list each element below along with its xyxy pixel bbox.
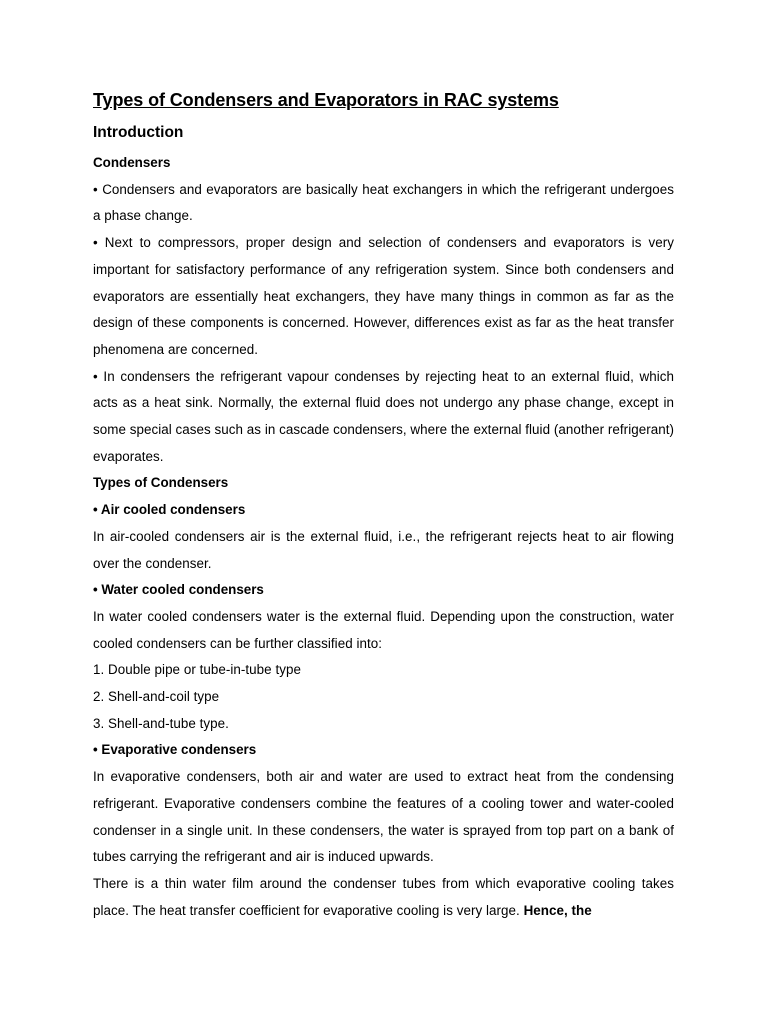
paragraph-1: • Condensers and evaporators are basically heat exchangers in which the refrigerant undergoes a phase change. (93, 181, 674, 224)
evaporative-text: In evaporative condensers, both air and water are used to extract heat from the condensing refrigerant. Evaporative condensers combine the features of a cooling tower and water-cooled condenser in a single unit. In these condensers, the water is sprayed from top part on a bank of tubes carrying the refrigerant and air is induced upwards. (93, 769, 674, 865)
air-cooled-text: In air-cooled condensers air is the external fluid, i.e., the refrigerant rejects heat to air flowing over the condenser. (93, 528, 674, 571)
paragraph-3: • In condensers the refrigerant vapour condenses by rejecting heat to an external fluid, which acts as a heat sink. Normally, the external fluid does not undergo any phase change, except in some special cases such as in cascade condensers, where the external fluid (another refrigerant) evaporates. (93, 368, 674, 464)
last-paragraph-bold: Hence, the (523, 902, 592, 918)
water-cooled-text: In water cooled condensers water is the external fluid. Depending upon the construction, water cooled condensers can be further classified into: (93, 608, 674, 651)
last-paragraph (93, 871, 674, 924)
condensers-heading: Condensers (93, 155, 171, 170)
evaporative-heading: • Evaporative condensers (93, 742, 257, 758)
introduction-heading: Introduction (93, 124, 184, 141)
list-item: 2. Shell-and-coil type (93, 689, 220, 705)
types-of-condensers-heading: Types of Condensers (93, 475, 229, 491)
list-item: 3. Shell-and-tube type. (93, 715, 229, 731)
paragraph-2: • Next to compressors, proper design and selection of condensers and evaporators is very important for satisfactory performance of any refrigeration system. Since both condensers and evaporators are essentially heat exchangers, they have many things in common as far as the design of these components is concerned. However, differences exist as far as the heat transfer phenomena are concerned. (93, 235, 674, 357)
document-title: Types of Condensers and Evaporators in RAC systems (93, 90, 559, 110)
air-cooled-heading: • Air cooled condensers (93, 502, 246, 518)
water-cooled-heading: • Water cooled condensers (93, 582, 264, 598)
last-paragraph-text: There is a thin water film around the condenser tubes from which evaporative cooling takes place. The heat transfer coefficient for evaporative cooling is very large. (93, 875, 674, 918)
list-item: 1. Double pipe or tube-in-tube type (93, 662, 301, 678)
